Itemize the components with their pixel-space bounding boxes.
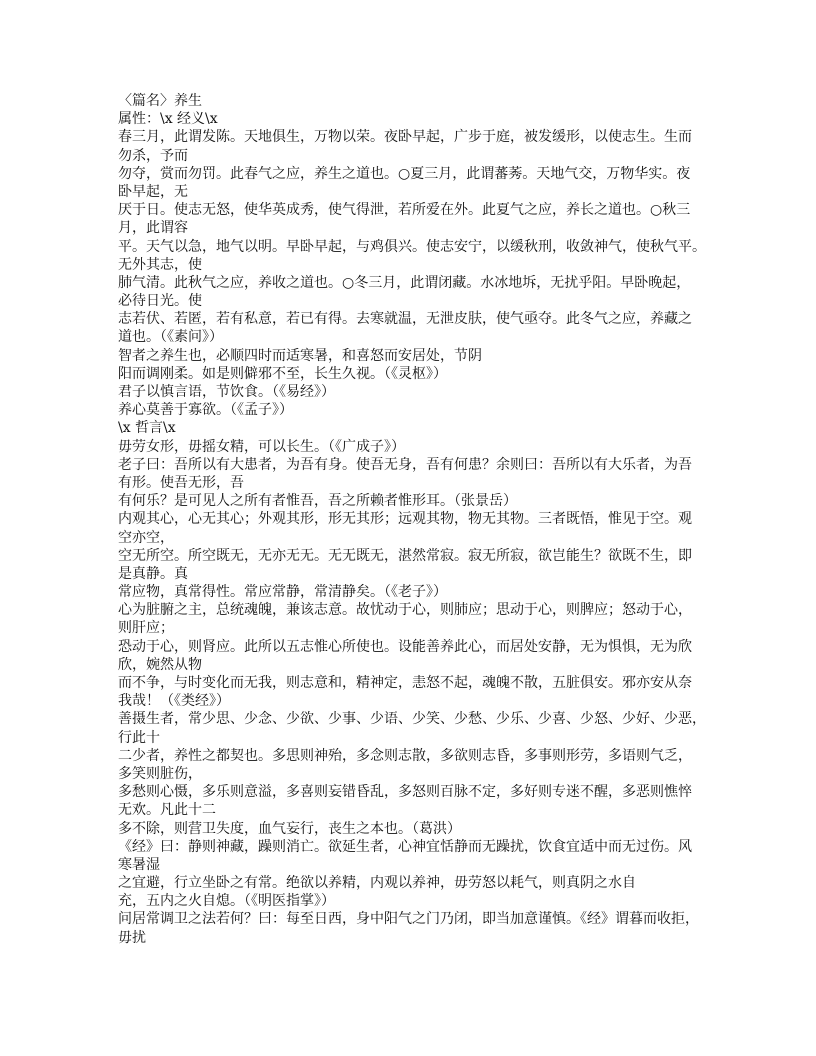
text-line: 内观其心，心无其心；外观其形，形无其形；远观其物，物无其物。三者既悟，惟见于空。观 — [118, 511, 692, 528]
text-line: 春三月，此谓发陈。天地俱生，万物以荣。夜卧早起，广步于庭，被发缓形，以使志生。生而 — [118, 129, 692, 146]
text-line: 寒暑湿 — [118, 856, 160, 873]
text-line: 志若伏、若匿，若有私意，若已有得。去寒就温，无泄皮肤，使气亟夺。此冬气之应，养藏之 — [118, 311, 692, 328]
text-line: 有形。使吾无形，吾 — [118, 474, 244, 491]
text-line: 善摄生者，常少思、少念、少欲、少事、少语、少笑、少愁、少乐、少喜、少怒、少好、少恶， — [118, 711, 706, 728]
text-line: 是真静。真 — [118, 565, 188, 582]
text-line: 之宜避，行立坐卧之有常。绝欲以养精，内观以养神，毋劳怒以耗气，则真阴之水自 — [118, 875, 636, 892]
text-line: 二少者，养性之都契也。多思则神殆，多念则志散，多欲则志昏，多事则形劳，多语则气乏， — [118, 747, 692, 764]
text-line: 行此十 — [118, 729, 160, 746]
text-line: 欣，婉然从物 — [118, 656, 202, 673]
text-line: 属性：\x 经义\x — [118, 111, 218, 128]
text-line: 我哉！（《类经》） — [118, 693, 230, 710]
text-line: 肺气清。此秋气之应，养收之道也。○冬三月，此谓闭藏。水冰地坼，无扰乎阳。早卧晚起， — [118, 274, 691, 291]
text-line: 勿杀，予而 — [118, 147, 188, 164]
text-line: 多愁则心慑，多乐则意溢，多喜则妄错昏乱，多怒则百脉不定，多好则专迷不醒，多恶则憔悴 — [118, 784, 692, 801]
text-line: 空亦空， — [118, 529, 174, 546]
text-line: 恐动于心，则肾应。此所以五志惟心所使也。设能善养此心，而居处安静，无为惧惧，无为欣 — [118, 638, 692, 655]
text-line: 平。天气以急，地气以明。早卧早起，与鸡俱兴。使志安宁，以缓秋刑，收敛神气，使秋气平。 — [118, 238, 706, 255]
text-line: 毋扰 — [118, 929, 146, 946]
text-line: 常应物，真常得性。常应常静，常清静矣。（《老子》） — [118, 584, 447, 601]
text-line: 养心莫善于寡欲。（《孟子》） — [118, 402, 293, 419]
text-line: 月，此谓容 — [118, 220, 188, 237]
document-body — [118, 92, 718, 947]
text-line: 空无所空。所空既无，无亦无无。无无既无，湛然常寂。寂无所寂，欲岂能生？欲既不生，即 — [118, 547, 692, 564]
text-line: 无外其志，使 — [118, 256, 202, 273]
text-line: 多笑则脏伤， — [118, 765, 202, 782]
text-line: 心为脏腑之主，总统魂魄，兼该志意。故忧动于心，则肺应；思动于心，则脾应；怒动于心， — [118, 602, 692, 619]
text-line: 而不争，与时变化而无我，则志意和，精神定，恚怒不起，魂魄不散，五脏俱安。邪亦安从奈 — [118, 675, 692, 691]
text-line: 必待日光。使 — [118, 293, 202, 310]
text-line: 君子以慎言语，节饮食。（《易经》） — [118, 384, 335, 400]
text-line: 〈篇名〉养生 — [118, 93, 202, 109]
text-line: 则肝应； — [118, 620, 174, 637]
text-line: 无欢。凡此十二 — [118, 802, 216, 819]
text-line: 多不除，则营卫失度，血气妄行，丧生之本也。（葛洪） — [118, 820, 461, 837]
text-line: 厌于日。使志无怒，使华英成秀，使气得泄，若所爱在外。此夏气之应，养长之道也。○秋三 — [118, 202, 691, 219]
text-line: 智者之养生也，必顺四时而适寒暑，和喜怒而安居处，节阴 — [118, 347, 482, 364]
text-line: 《经》曰：静则神藏，躁则消亡。欲延生者，心神宜恬静而无躁扰，饮食宜适中而无过伤。风 — [118, 838, 692, 855]
text-line: 充，五内之火自熄。（《明医指掌》） — [118, 893, 335, 910]
text-line: \x 哲言\x — [118, 420, 176, 437]
text-line: 问居常调卫之法若何？曰：每至日西，身中阳气之门乃闭，即当加意谨慎。《经》谓暮而收拒， — [118, 911, 699, 928]
text-line: 道也。（《素问》） — [118, 329, 223, 346]
text-line: 勿夺，赏而勿罚。此春气之应，养生之道也。○夏三月，此谓蕃莠。天地气交，万物华实。夜 — [118, 165, 691, 182]
text-line: 老子曰：吾所以有大患者，为吾有身。使吾无身，吾有何患？余则曰：吾所以有大乐者，为吾 — [118, 456, 692, 473]
text-line: 有何乐？是可见人之所有者惟吾，吾之所赖者惟形耳。（张景岳） — [118, 493, 517, 510]
text-line: 阳而调刚柔。如是则僻邪不至，长生久视。（《灵枢》） — [118, 365, 447, 382]
text-line: 卧早起，无 — [118, 183, 188, 200]
text-line: 毋劳女形，毋摇女精，可以长生。（《广成子》） — [118, 438, 405, 455]
